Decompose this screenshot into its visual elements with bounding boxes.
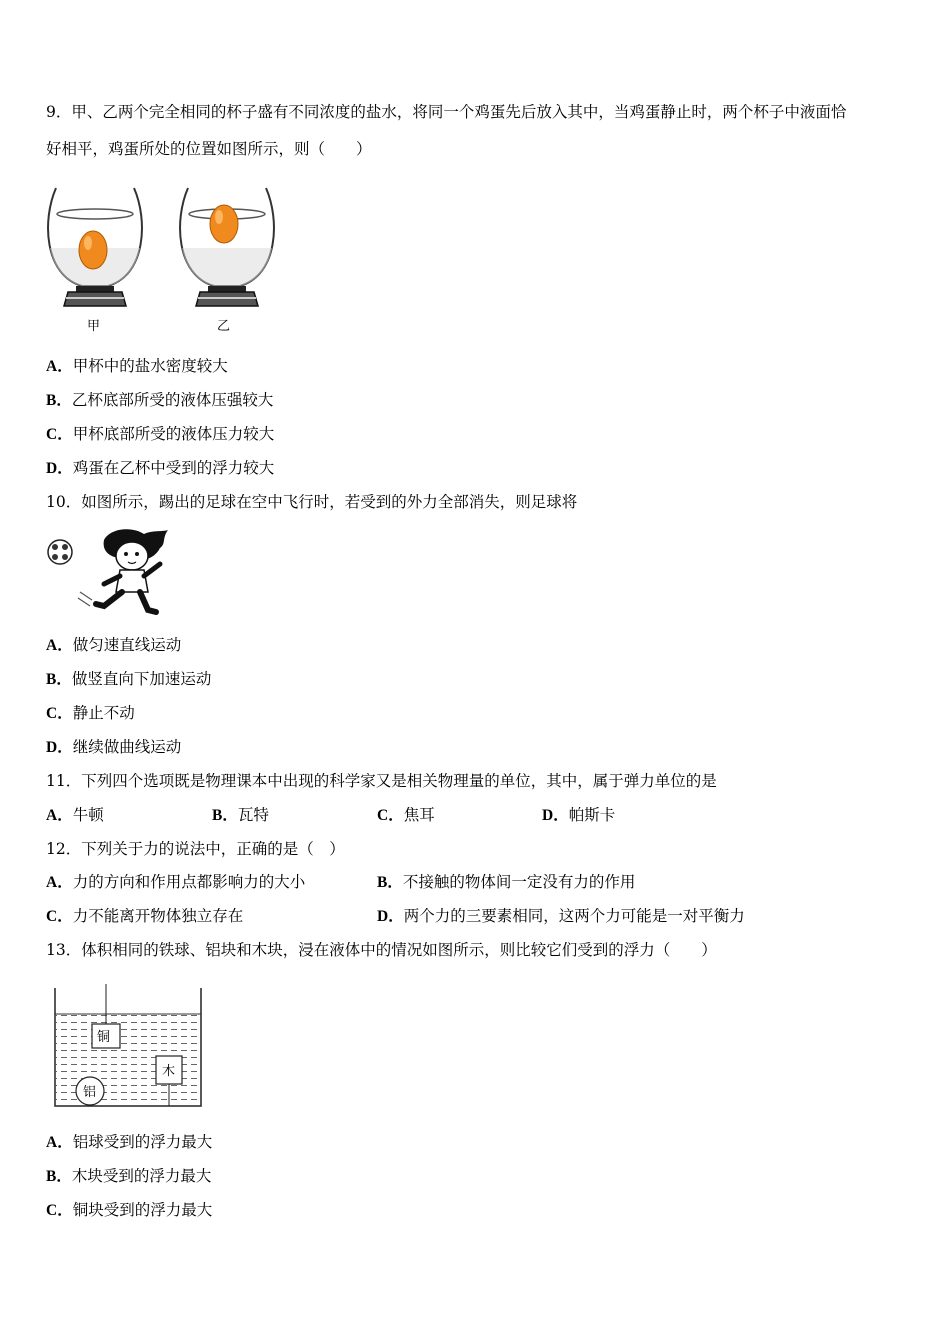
q9-fig-label-jia: 甲 [87,319,101,334]
q13-label-copper: 铜 [97,1030,111,1045]
q13-option-a: A．铝球受到的浮力最大 [46,1133,213,1151]
q10-option-a: A．做匀速直线运动 [46,636,182,654]
cup-yi [180,188,274,306]
q12-option-b: B．不接触的物体间一定没有力的作用 [377,873,636,891]
football-icon [48,540,72,564]
q13-option-c: C．铜块受到的浮力最大 [46,1201,213,1219]
q9-option-a: A．甲杯中的盐水密度较大 [46,357,228,375]
q11-option-b: B．瓦特 [212,806,269,824]
q11-stem: 11．下列四个选项既是物理课本中出现的科学家又是相关物理量的单位，其中，属于弹力单位的是 [46,772,717,790]
q10-football-figure [44,526,174,622]
q12-option-d: D．两个力的三要素相同，这两个力可能是一对平衡力 [377,907,745,925]
q11-option-d: D．帕斯卡 [542,806,616,824]
q12-option-a: A．力的方向和作用点都影响力的大小 [46,873,306,891]
q13-container-figure [50,984,206,1110]
q13-stem: 13．体积相同的铁球、铝块和木块，浸在液体中的情况如图所示，则比较它们受到的浮力（ ） [46,941,717,959]
q10-option-c: C．静止不动 [46,704,135,722]
q9-option-c: C．甲杯底部所受的液体压力较大 [46,425,275,443]
q9-option-d: D．鸡蛋在乙杯中受到的浮力较大 [46,459,275,477]
q11-option-a: A．牛顿 [46,806,104,824]
q13-label-wood: 木 [162,1064,176,1079]
q10-stem: 10．如图所示，踢出的足球在空中飞行时，若受到的外力全部消失，则足球将 [46,493,578,511]
q9-option-b: B．乙杯底部所受的液体压强较大 [46,391,274,409]
q13-option-b: B．木块受到的浮力最大 [46,1167,212,1185]
q9-fig-label-yi: 乙 [217,319,231,334]
q9-stem-line2: 好相平，鸡蛋所处的位置如图所示，则（ ） [46,140,372,158]
q11-option-c: C．焦耳 [377,806,435,824]
q9-stem-line1: 9．甲、乙两个完全相同的杯子盛有不同浓度的盐水，将同一个鸡蛋先后放入其中，当鸡蛋静止时，两个杯子中液面恰 [46,103,847,121]
q12-option-c: C．力不能离开物体独立存在 [46,907,244,925]
kicking-character-icon [78,529,168,612]
cup-jia [48,188,142,306]
q9-egg-cups-figure [40,180,280,340]
q10-option-b: B．做竖直向下加速运动 [46,670,212,688]
q13-label-aluminum: 铝 [83,1085,97,1100]
q12-stem: 12．下列关于力的说法中，正确的是（ ） [46,840,345,858]
q10-option-d: D．继续做曲线运动 [46,738,182,756]
